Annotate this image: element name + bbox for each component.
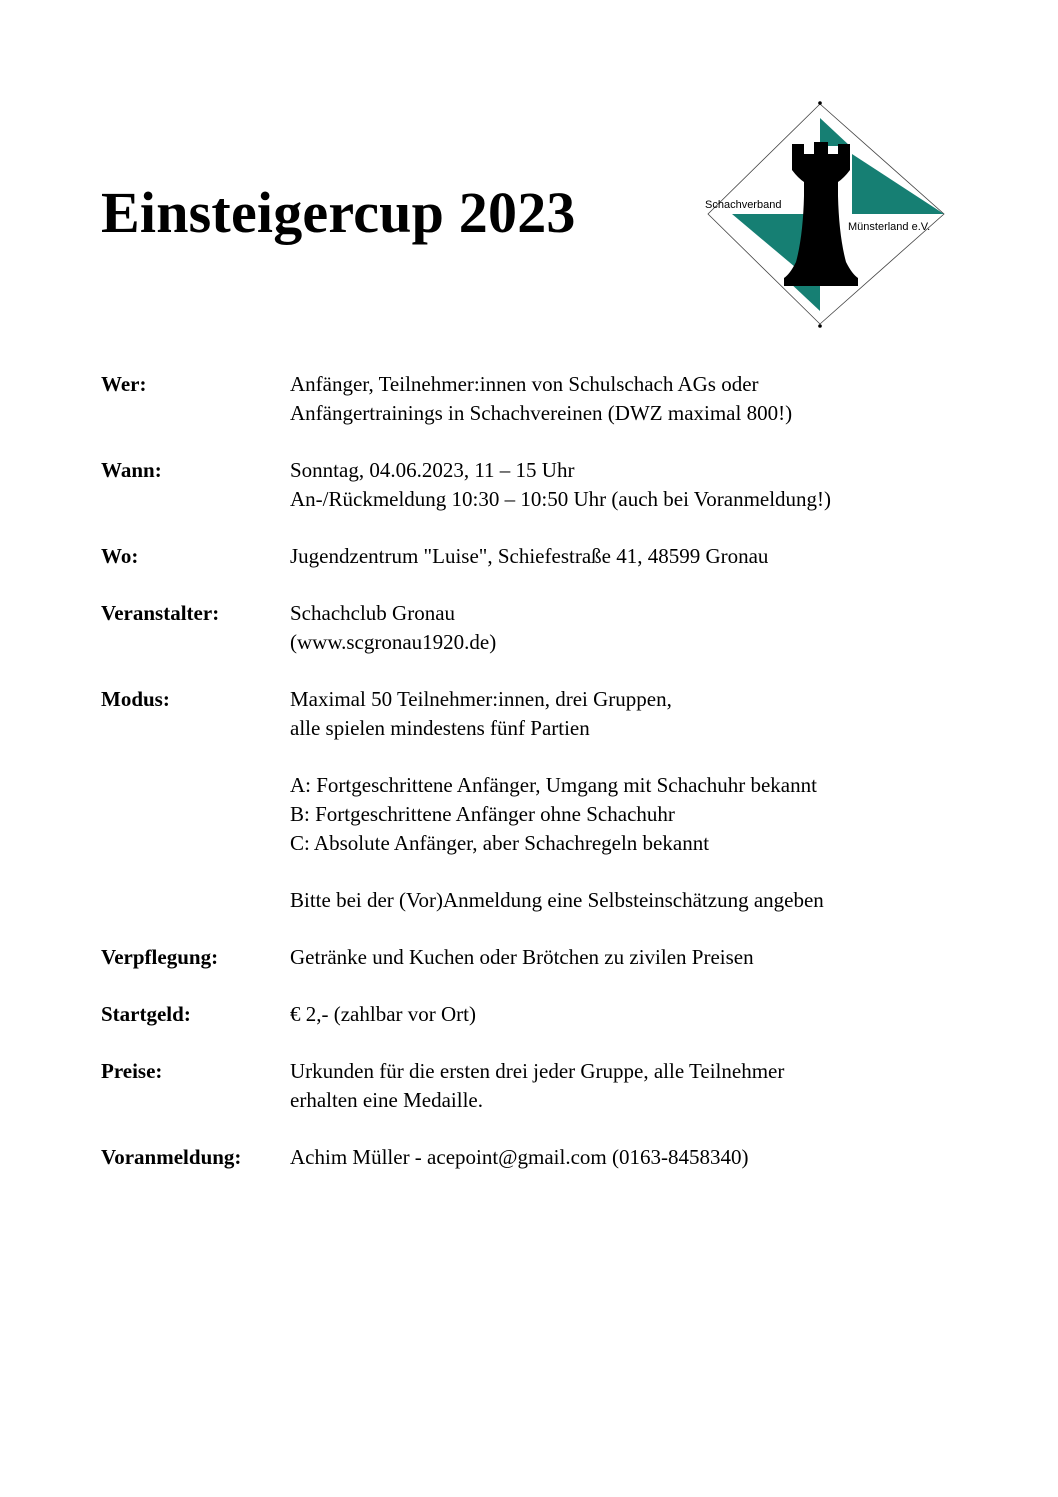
info-line: Getränke und Kuchen oder Brötchen zu zivilen Preisen bbox=[290, 945, 754, 969]
info-value bbox=[290, 542, 1001, 571]
info-label: Wann: bbox=[101, 458, 162, 482]
info-line: B: Fortgeschrittene Anfänger ohne Schachuhr bbox=[290, 802, 675, 826]
schachverband-logo bbox=[700, 96, 950, 336]
logo-dot-top bbox=[818, 101, 822, 105]
info-line: An-/Rückmeldung 10:30 – 10:50 Uhr (auch bei Voranmeldung!) bbox=[290, 487, 832, 511]
info-line: (www.scgronau1920.de) bbox=[290, 630, 497, 654]
row-gap bbox=[101, 514, 1001, 542]
info-line: Schachclub Gronau bbox=[290, 601, 456, 625]
logo-text-left: Schachverband bbox=[705, 199, 782, 211]
row-gap bbox=[101, 657, 1001, 685]
info-row bbox=[101, 456, 1001, 514]
logo-text-right: Münsterland e.V. bbox=[848, 221, 931, 233]
info-label: Voranmeldung: bbox=[101, 1145, 242, 1169]
info-line: A: Fortgeschrittene Anfänger, Umgang mit Schachuhr bekannt bbox=[290, 773, 817, 797]
logo-triangle-top bbox=[820, 118, 850, 146]
info-line: Sonntag, 04.06.2023, 11 – 15 Uhr bbox=[290, 458, 575, 482]
logo-triangle-right bbox=[852, 154, 944, 214]
event-info bbox=[101, 370, 1001, 1172]
row-gap bbox=[101, 428, 1001, 456]
info-label: Wer: bbox=[101, 372, 147, 396]
info-value bbox=[290, 1000, 1001, 1029]
row-gap bbox=[101, 571, 1001, 599]
info-line: € 2,- (zahlbar vor Ort) bbox=[290, 1002, 477, 1026]
info-line: Anfängertrainings in Schachvereinen (DWZ maximal 800!) bbox=[290, 401, 793, 425]
row-gap bbox=[101, 915, 1001, 943]
info-label: Wo: bbox=[101, 544, 139, 568]
info-row bbox=[101, 685, 1001, 915]
info-line: C: Absolute Anfänger, aber Schachregeln bekannt bbox=[290, 831, 710, 855]
info-value bbox=[290, 943, 1001, 972]
info-value bbox=[290, 1143, 1001, 1172]
info-line: Urkunden für die ersten drei jeder Gruppe, alle Teilnehmer bbox=[290, 1059, 785, 1083]
info-row bbox=[101, 1057, 1001, 1115]
info-row bbox=[101, 370, 1001, 428]
row-gap bbox=[101, 1029, 1001, 1057]
block-gap bbox=[290, 858, 1001, 886]
info-line: Jugendzentrum "Luise", Schiefestraße 41, 48599 Gronau bbox=[290, 544, 769, 568]
info-line: Anfänger, Teilnehmer:innen von Schulschach AGs oder bbox=[290, 372, 759, 396]
info-row bbox=[101, 1000, 1001, 1029]
info-line: Maximal 50 Teilnehmer:innen, drei Gruppen, bbox=[290, 687, 672, 711]
info-label: Preise: bbox=[101, 1059, 163, 1083]
row-gap bbox=[101, 1115, 1001, 1143]
info-row bbox=[101, 542, 1001, 571]
info-row bbox=[101, 943, 1001, 972]
block-gap bbox=[290, 743, 1001, 771]
info-line: erhalten eine Medaille. bbox=[290, 1088, 483, 1112]
row-gap bbox=[101, 972, 1001, 1000]
info-row bbox=[101, 1143, 1001, 1172]
page-title: Einsteigercup 2023 bbox=[101, 180, 576, 245]
info-value bbox=[290, 1057, 1001, 1115]
info-label: Verpflegung: bbox=[101, 945, 219, 969]
info-label: Modus: bbox=[101, 687, 170, 711]
logo-dot-bottom bbox=[818, 324, 822, 328]
info-row bbox=[101, 599, 1001, 657]
info-line: Achim Müller - acepoint@gmail.com (0163-8458340) bbox=[290, 1145, 749, 1169]
info-value bbox=[290, 685, 1001, 915]
info-label: Veranstalter: bbox=[101, 601, 220, 625]
info-label: Startgeld: bbox=[101, 1002, 191, 1026]
info-line: Bitte bei der (Vor)Anmeldung eine Selbsteinschätzung angeben bbox=[290, 888, 824, 912]
info-value bbox=[290, 599, 1001, 657]
info-value bbox=[290, 456, 1001, 514]
info-line: alle spielen mindestens fünf Partien bbox=[290, 716, 590, 740]
info-value bbox=[290, 370, 1001, 428]
